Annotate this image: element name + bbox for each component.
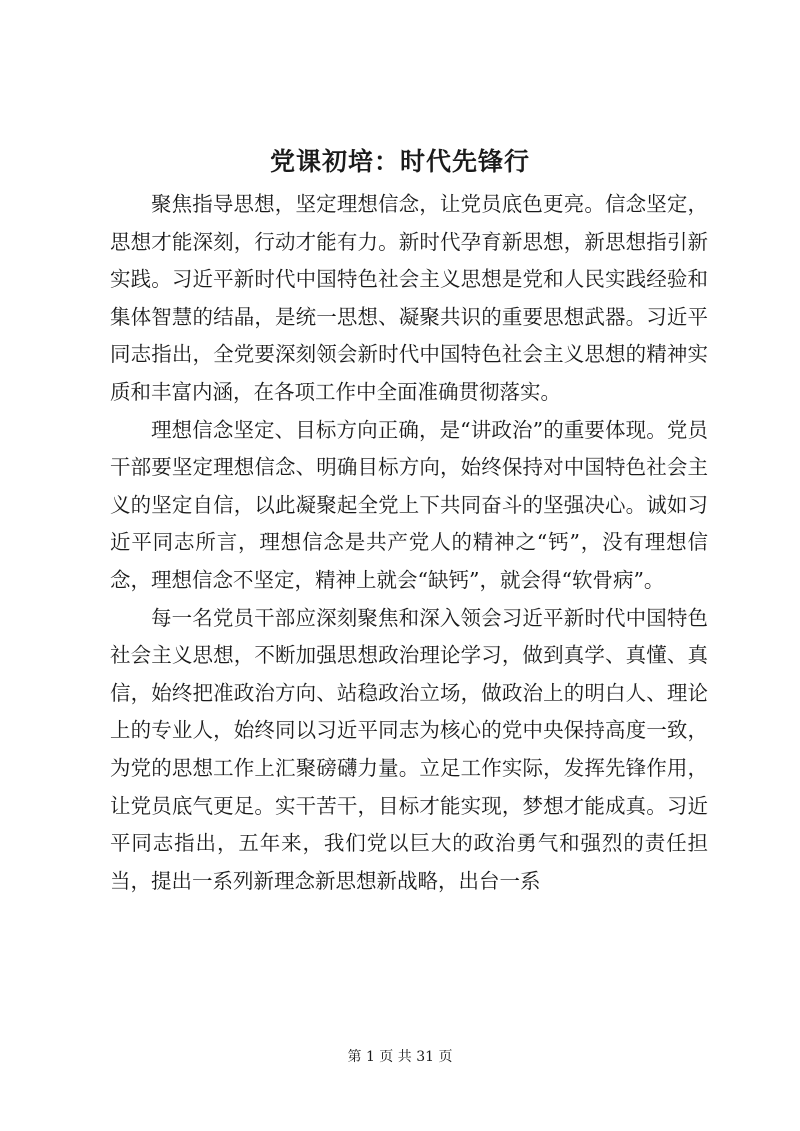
paragraph-3: 每一名党员干部应深刻聚焦和深入领会习近平新时代中国特色社会主义思想，不断加强思想政治理论学习，做到真学、真懂、真信，始终把准政治方向、站稳政治立场，做政治上的明白人、理论上的专业人，始终同以习近平同志为核心的党中央保持高度一致，为党的思想工作上汇聚磅礴力量。立足工作实际，发挥先锋作用，让党员底气更足。实干苦干，目标才能实现，梦想才能成真。习近平同志指出，五年来，我们党以巨大的政治勇气和强烈的责任担当，提出一系列新理念新思想新战略，出台一系 bbox=[110, 605, 708, 893]
paragraph-2: 理想信念坚定、目标方向正确，是“讲政治”的重要体现。党员干部要坚定理想信念、明确目标方向，始终保持对中国特色社会主义的坚定自信，以此凝聚起全党上下共同奋斗的坚强决心。诚如习近平同志所言，理想信念是共产党人的精神之“钙”，没有理想信念，理想信念不坚定，精神上就会“缺钙”，就会得“软骨病”。 bbox=[110, 417, 708, 592]
document-body bbox=[110, 186, 708, 900]
page-number-footer: 第 1 页 共 31 页 bbox=[347, 1049, 453, 1065]
paragraph-1: 聚焦指导思想，坚定理想信念，让党员底色更亮。信念坚定，思想才能深刻，行动才能有力。新时代孕育新思想，新思想指引新实践。习近平新时代中国特色社会主义思想是党和人民实践经验和集体智慧的结晶，是统一思想、凝聚共识的重要思想武器。习近平同志指出，全党要深刻领会新时代中国特色社会主义思想的精神实质和丰富内涵，在各项工作中全面准确贯彻落实。 bbox=[110, 192, 708, 404]
document-title: 党课初培：时代先锋行 bbox=[269, 147, 530, 176]
